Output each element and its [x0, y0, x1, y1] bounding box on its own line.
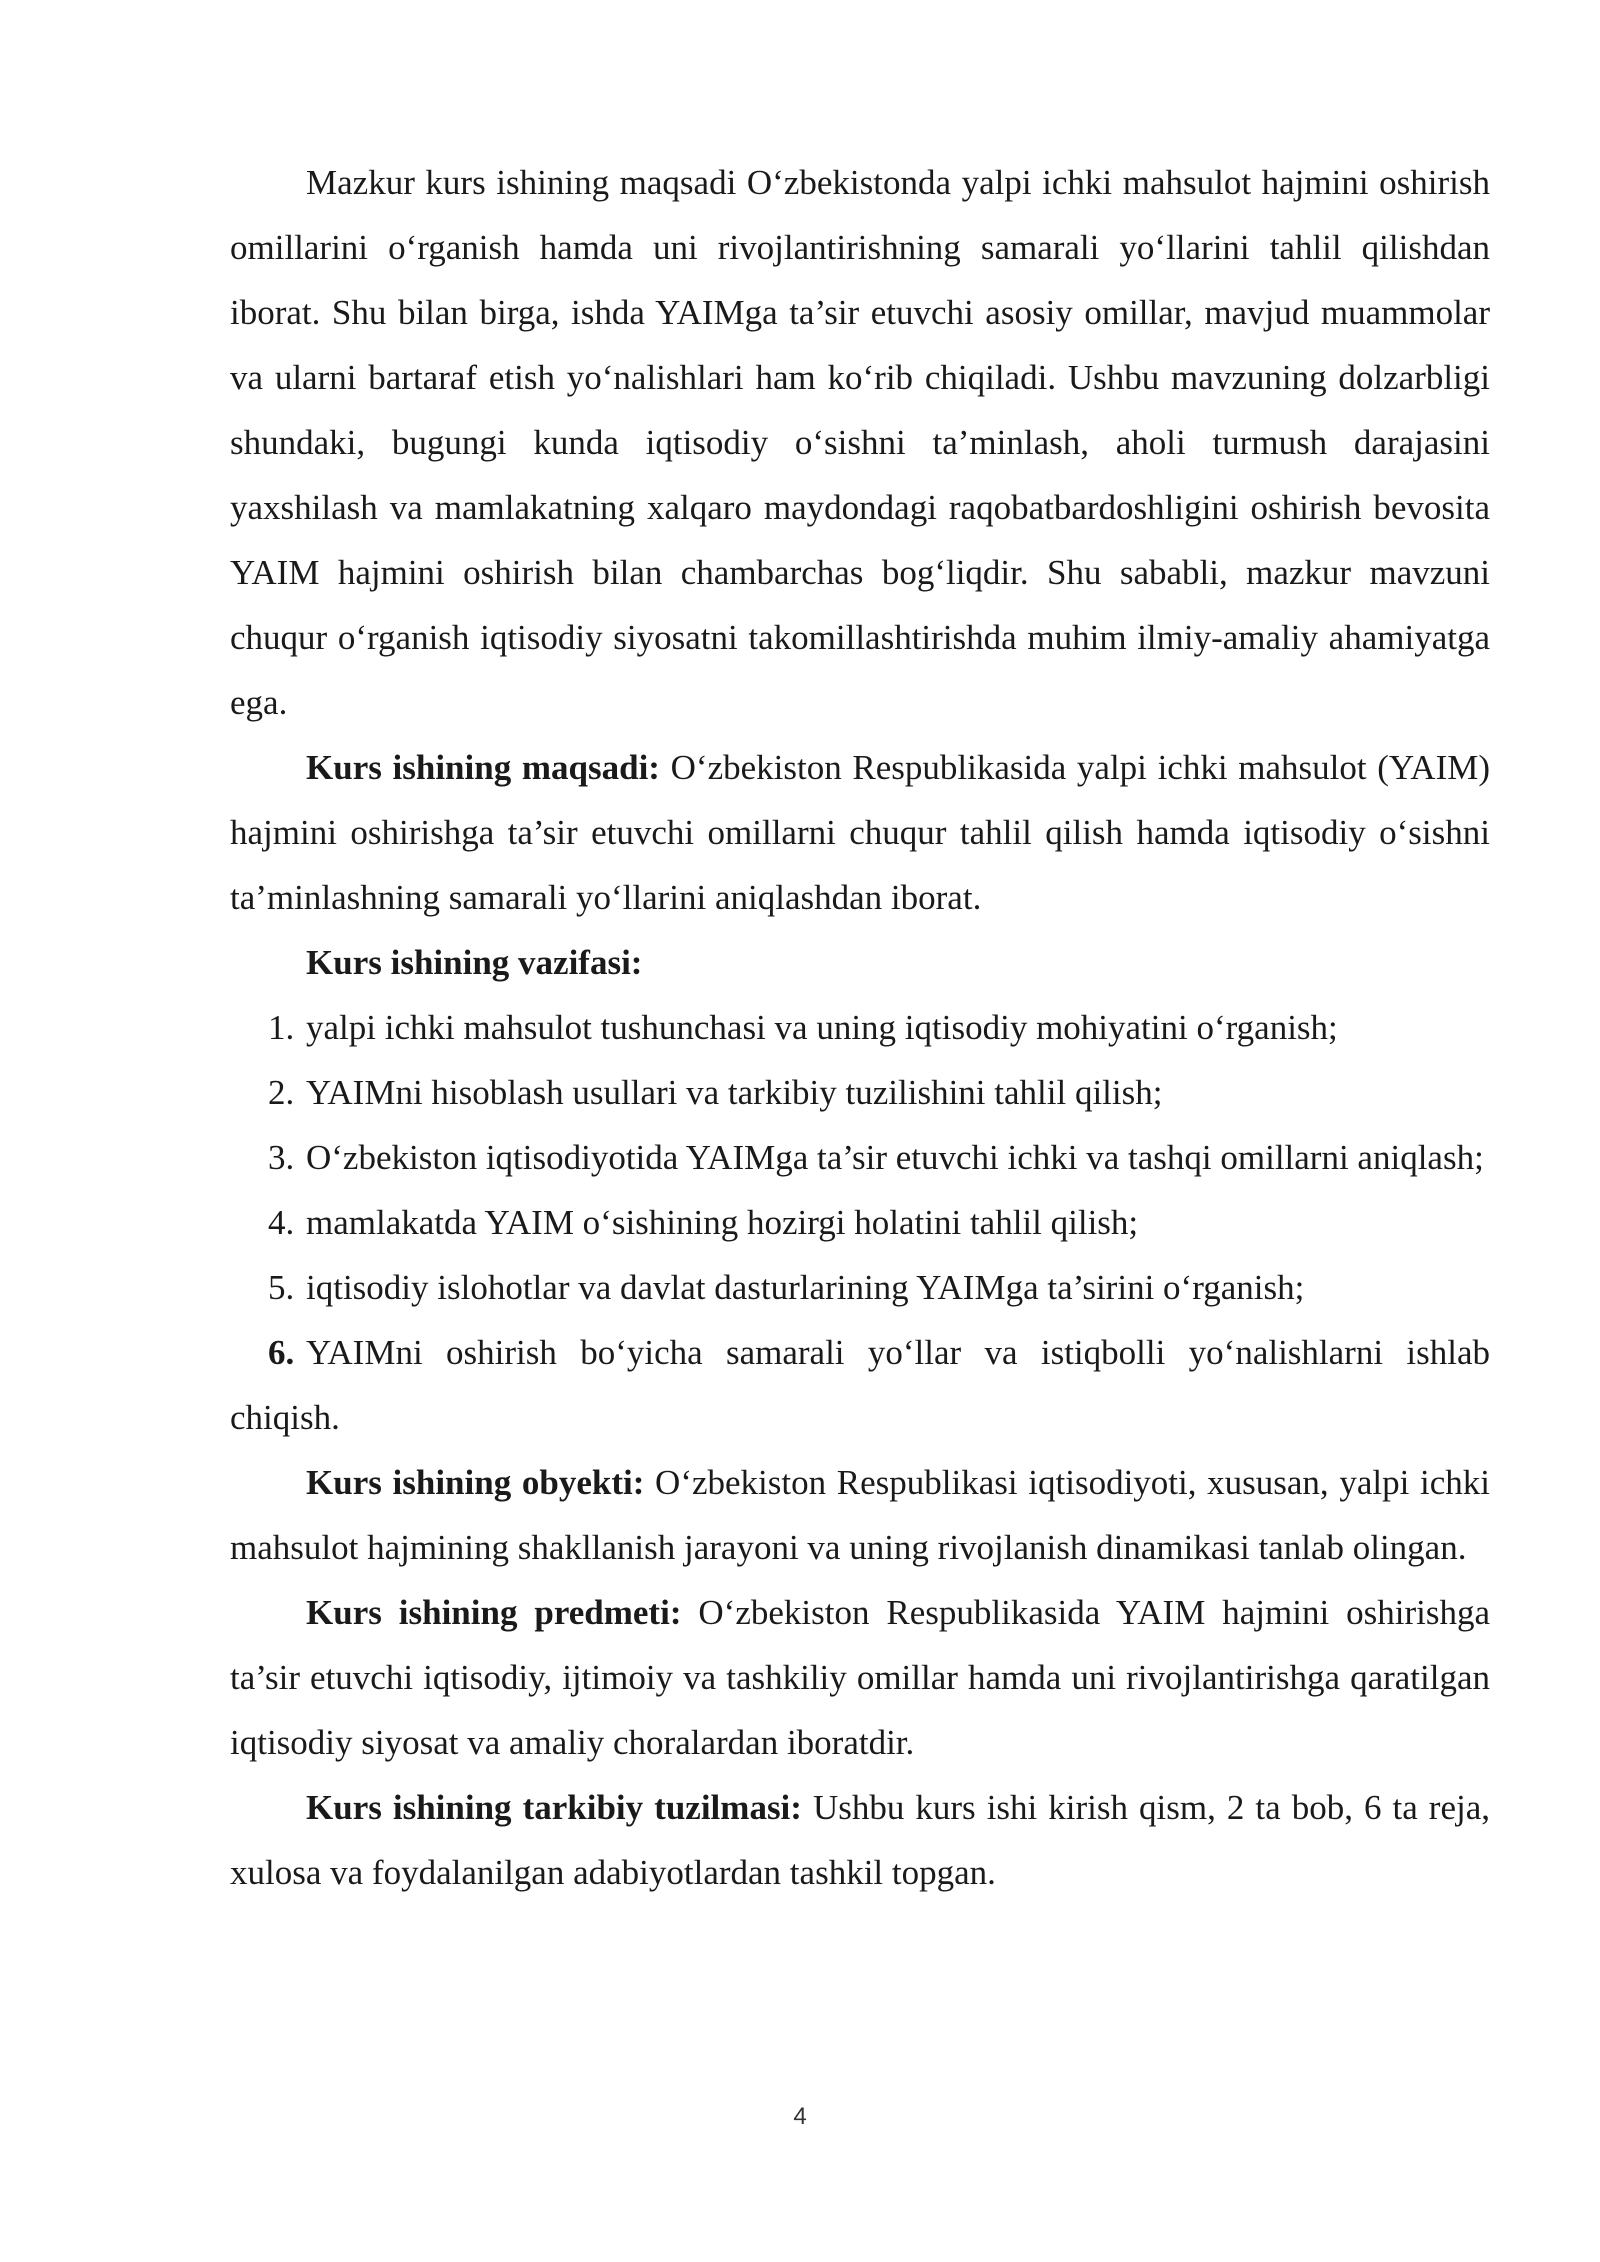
list-item-number: 1.: [268, 1008, 295, 1047]
subject-paragraph: [230, 1580, 1490, 1775]
list-item-text: mamlakatda YAIM o‘sishining hozirgi holatini tahlil qilish;: [306, 1203, 1139, 1242]
list-item: [230, 1125, 1490, 1190]
object-paragraph: [230, 1450, 1490, 1580]
list-item-number: 2.: [268, 1073, 295, 1112]
list-item-text: YAIMni hisoblash usullari va tarkibiy tuzilishini tahlil qilish;: [306, 1073, 1163, 1112]
list-item-text: yalpi ichki mahsulot tushunchasi va uning iqtisodiy mohiyatini o‘rganish;: [306, 1008, 1338, 1047]
intro-paragraph: Mazkur kurs ishining maqsadi O‘zbekistonda yalpi ichki mahsulot hajmini oshirish omillarini o‘rganish hamda uni rivojlantirishning samarali yo‘llarini tahlil qilishdan iborat. Shu bilan birga, ishda YAIMga ta’sir etuvchi asosiy omillar, mavjud muammolar va ularni bartaraf etish yo‘nalishlari ham ko‘rib chiqiladi. Ushbu mavzuning dolzarbligi shundaki, bugungi kunda iqtisodiy o‘sishni ta’minlash, aholi turmush darajasini yaxshilash va mamlakatning xalqaro maydondagi raqobatbardoshligini oshirish bevosita YAIM hajmini oshirish bilan chambarchas bog‘liqdir. Shu sababli, mazkur mavzuni chuqur o‘rganish iqtisodiy siyosatni takomillashtirishda muhim ilmiy-amaliy ahamiyatga ega.: [230, 163, 1490, 722]
subject-text: O‘zbekiston Respublikasida YAIM hajmini oshirishga ta’sir etuvchi iqtisodiy, ijtimoiy va tashkiliy omillar hamda uni rivojlantirishga qaratilgan iqtisodiy siyosat va amaliy choralardan iboratdir.: [230, 1593, 1490, 1762]
list-item: [230, 1190, 1490, 1255]
structure-text: Ushbu kurs ishi kirish qism, 2 ta bob, 6 ta reja, xulosa va foydalanilgan adabiyotlardan tashkil topgan.: [230, 1788, 1490, 1892]
list-item-text: O‘zbekiston iqtisodiyotida YAIMga ta’sir etuvchi ichki va tashqi omillarni aniqlash;: [306, 1138, 1484, 1177]
object-text: O‘zbekiston Respublikasi iqtisodiyoti, xususan, yalpi ichki mahsulot hajmining shakllanish jarayoni va uning rivojlanish dinamikasi tanlab olingan.: [230, 1463, 1490, 1567]
list-item-number: 4.: [268, 1203, 295, 1242]
goal-text: O‘zbekiston Respublikasida yalpi ichki mahsulot (YAIM) hajmini oshirishga ta’sir etuvchi omillarni chuqur tahlil qilish hamda iqtisodiy o‘sishni ta’minlashning samarali yo‘llarini aniqlashdan iborat.: [230, 748, 1490, 917]
subject-label: Kurs ishining predmeti:: [306, 1593, 682, 1632]
list-item-text: YAIMni oshirish bo‘yicha samarali yo‘llar va istiqbolli yo‘nalishlarni ishlab chiqish.: [230, 1333, 1490, 1437]
list-item-text: iqtisodiy islohotlar va davlat dasturlarining YAIMga ta’sirini o‘rganish;: [306, 1268, 1305, 1307]
list-item: [230, 995, 1490, 1060]
list-item: [230, 1255, 1490, 1320]
list-item-number: 3.: [268, 1138, 295, 1177]
page-number: 4: [793, 2103, 807, 2130]
goal-paragraph: [230, 735, 1490, 930]
list-item: [230, 1320, 1490, 1450]
goal-label: Kurs ishining maqsadi:: [306, 748, 660, 787]
object-label: Kurs ishining obyekti:: [306, 1463, 645, 1502]
structure-label: Kurs ishining tarkibiy tuzilmasi:: [306, 1788, 802, 1827]
list-item-number: 5.: [268, 1268, 295, 1307]
structure-paragraph: [230, 1775, 1490, 1905]
list-item: [230, 1060, 1490, 1125]
document-page: [230, 150, 1490, 1905]
list-item-number: 6.: [268, 1333, 295, 1372]
tasks-heading: Kurs ishining vazifasi:: [306, 943, 643, 982]
